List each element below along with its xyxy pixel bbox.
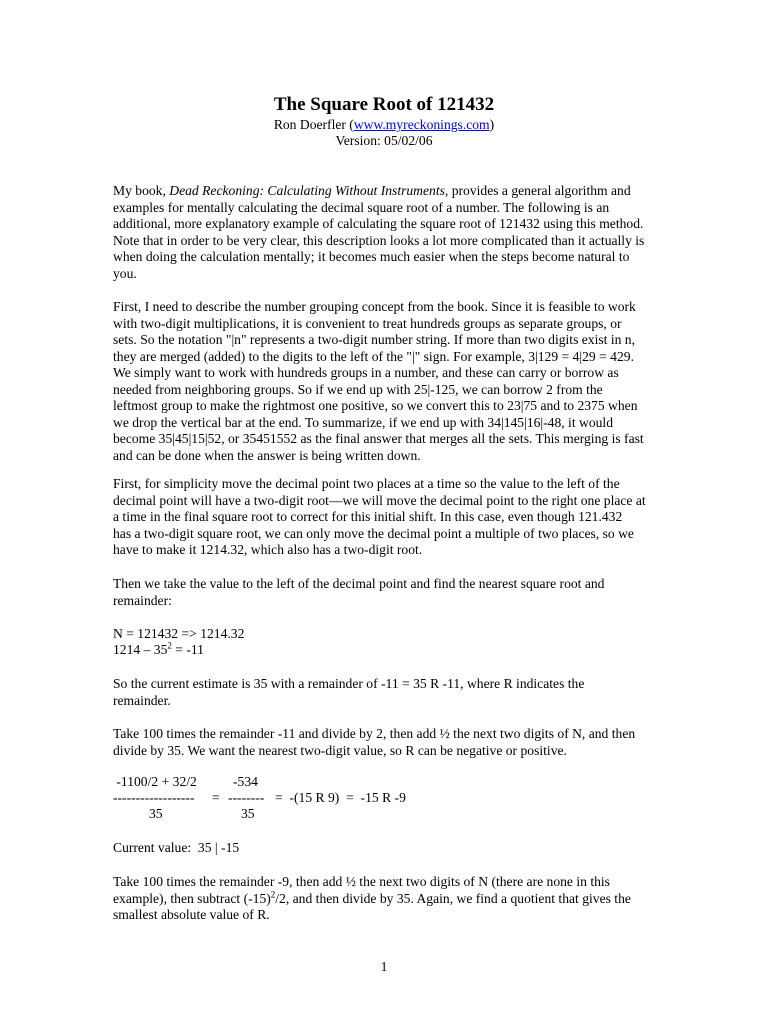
byline-close-paren: ) bbox=[489, 117, 495, 132]
simplicity-line: has a two-digit square root, we can only move the decimal point a multiple of two places, so we bbox=[113, 525, 634, 541]
page-title: The Square Root of 121432 bbox=[273, 94, 495, 115]
intro-line-3: additional, more explanatory example of calculating the square root of 121432 using this method. bbox=[113, 216, 644, 231]
grouping-line: and can be done when the answer is being written down. bbox=[113, 447, 421, 463]
fraction-bar-1: ------------------ bbox=[113, 790, 195, 805]
intro-paragraph bbox=[113, 183, 658, 282]
intro-line-1 bbox=[113, 183, 658, 200]
take100b-line-1: Take 100 times the remainder -9, then add ½ the next two digits of N (there are none in this bbox=[113, 874, 610, 889]
intro-line-1-start: My book, bbox=[113, 183, 170, 198]
equation-n: N = 121432 => 1214.32 bbox=[113, 626, 245, 641]
grouping-line: we drop the vertical bar at the end. To summarize, if we end up with 34|145|16|-48, it would bbox=[113, 414, 613, 430]
fraction-numerator-2: -534 bbox=[233, 774, 258, 789]
nearest-root-paragraph bbox=[113, 576, 658, 609]
take100b-paragraph bbox=[113, 874, 658, 924]
take100b-line-3: smallest absolute value of R. bbox=[113, 907, 270, 922]
grouping-line: become 35|45|15|52, or 35451552 as the final answer that merges all the sets. This merging is fast bbox=[113, 431, 644, 446]
simplicity-paragraph bbox=[113, 476, 658, 559]
equation-remainder bbox=[113, 642, 204, 659]
simplicity-line: a time in the final square root to correct for this initial shift. In this case, even though 121.432 bbox=[113, 509, 623, 524]
simplicity-line: have to make it 1214.32, which also has a two-digit root. bbox=[113, 542, 423, 557]
nearest-root-line: Then we take the value to the left of the decimal point and find the nearest square root and bbox=[113, 576, 605, 591]
book-title: Dead Reckoning: Calculating Without Instruments bbox=[169, 183, 445, 198]
current-value: Current value: 35 | -15 bbox=[113, 840, 240, 855]
version-line: Version: 05/02/06 bbox=[335, 133, 433, 148]
fraction-denominator-1: 35 bbox=[149, 806, 163, 821]
grouping-line: We simply want to work with hundreds groups in a number, and these can carry or borrow as bbox=[113, 365, 619, 380]
simplicity-line: decimal point will have a two-digit root—we will move the decimal point to the right one place at bbox=[113, 492, 646, 508]
intro-line-4: Note that in order to be very clear, this description looks a lot more complicated than it actually is bbox=[113, 232, 645, 248]
simplicity-line: First, for simplicity move the decimal point two places at a time so the value to the left of the bbox=[113, 476, 620, 491]
take100-paragraph bbox=[113, 726, 658, 759]
author-name: Ron Doerfler ( bbox=[273, 117, 354, 132]
grouping-line: with two-digit multiplications, it is convenient to treat hundreds groups as separate groups, or bbox=[113, 315, 622, 331]
estimate-line: So the current estimate is 35 with a remainder of -11 = 35 R -11, where R indicates the bbox=[113, 676, 585, 691]
website-link[interactable]: www.myreckonings.com bbox=[353, 117, 490, 132]
estimate-line: remainder. bbox=[113, 692, 171, 708]
grouping-paragraph bbox=[113, 299, 658, 464]
take100b-line-2 bbox=[113, 888, 658, 908]
fraction-numerator-1: -1100/2 + 32/2 bbox=[113, 774, 197, 789]
equation-remainder-right: = -11 bbox=[171, 642, 204, 657]
fraction-equals: = bbox=[212, 790, 220, 805]
grouping-line: sets. So the notation "|n" represents a two-digit number string. If more than two digits exist in n, bbox=[113, 332, 635, 347]
intro-line-5: when doing the calculation mentally; it becomes much easier when the steps become natural to bbox=[113, 249, 630, 264]
grouping-line: leftmost group to make the rightmost one positive, so we convert this to 23|75 and to 2375 when bbox=[113, 398, 638, 413]
nearest-root-line: remainder: bbox=[113, 592, 172, 608]
grouping-line: First, I need to describe the number grouping concept from the book. Since it is feasible to work bbox=[113, 299, 636, 314]
intro-line-2: examples for mentally calculating the decimal square root of a number. The following is an bbox=[113, 199, 610, 215]
fraction-denominator-2: 35 bbox=[241, 806, 255, 821]
byline bbox=[0, 116, 768, 133]
fraction-bar-2: -------- bbox=[228, 790, 265, 805]
take100b-line-2-end: /2, and then divide by 35. Again, we find a quotient that gives the bbox=[275, 890, 631, 906]
intro-line-1-end: , provides a general algorithm and bbox=[444, 183, 631, 198]
equation-remainder-left: 1214 – 35 bbox=[113, 642, 168, 657]
fraction-result: = -(15 R 9) = -15 R -9 bbox=[275, 790, 406, 805]
take100b-exponent: 2 bbox=[270, 888, 276, 899]
take100-line: divide by 35. We want the nearest two-digit value, so R can be negative or positive. bbox=[113, 742, 567, 758]
take100b-line-2-start: example), then subtract (-15) bbox=[113, 890, 271, 906]
grouping-line: they are merged (added) to the digits to the left of the "|" sign. For example, 3|129 = 4|29 = 429. bbox=[113, 348, 634, 364]
take100-line: Take 100 times the remainder -11 and divide by 2, then add ½ the next two digits of N, and then bbox=[113, 726, 636, 741]
page-number: 1 bbox=[380, 959, 388, 974]
equation-remainder-exponent: 2 bbox=[167, 640, 172, 651]
estimate-paragraph bbox=[113, 676, 658, 709]
intro-line-6: you. bbox=[113, 265, 137, 281]
grouping-line: needed from neighboring groups. So if we end up with 25|-125, we can borrow 2 from the bbox=[113, 381, 603, 397]
